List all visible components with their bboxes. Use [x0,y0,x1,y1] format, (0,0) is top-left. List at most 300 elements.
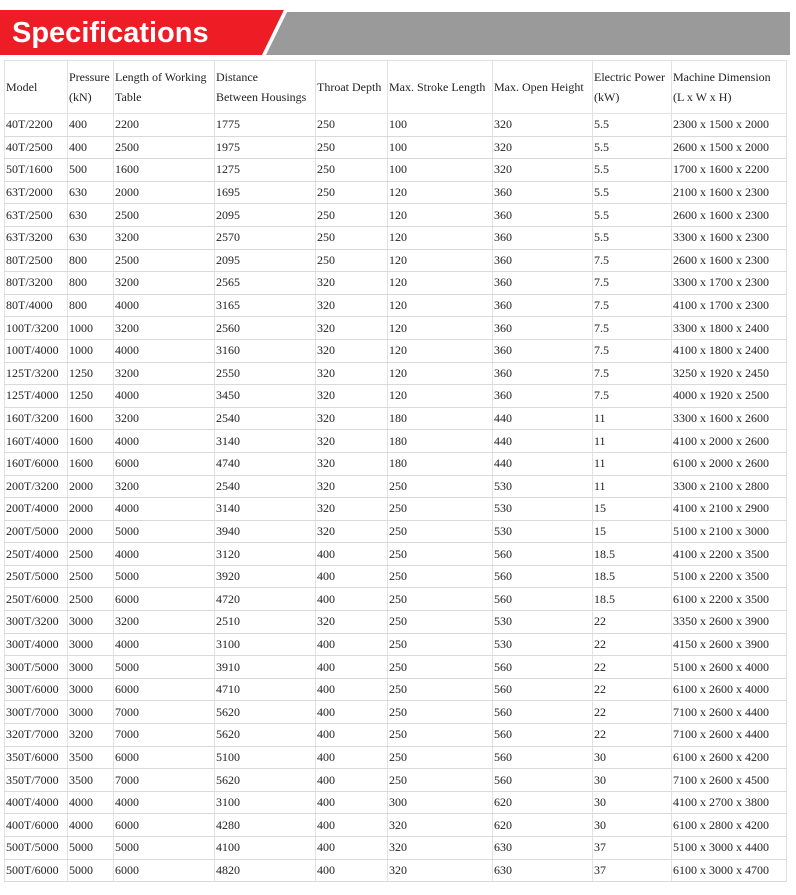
table-cell: 560 [493,543,593,566]
table-cell: 120 [388,272,493,295]
column-header [5,61,68,114]
table-row [5,611,787,634]
table-cell: 100 [388,114,493,137]
table-cell: 630 [493,859,593,882]
table-cell: 3200 [114,362,215,385]
table-cell: 30 [593,769,672,792]
table-cell: 360 [493,204,593,227]
table-cell: 320 [388,837,493,860]
table-cell: 400T/4000 [5,791,68,814]
table-cell: 3910 [215,656,316,679]
table-cell: 2540 [215,475,316,498]
table-row [5,430,787,453]
table-cell: 4100 [215,837,316,860]
column-header [672,61,787,114]
table-cell: 350T/6000 [5,746,68,769]
table-cell: 6000 [114,588,215,611]
table-cell: 2600 x 1600 x 2300 [672,204,787,227]
table-cell: 320 [493,159,593,182]
table-row [5,543,787,566]
table-cell: 3140 [215,430,316,453]
table-cell: 320 [316,317,388,340]
table-cell: 3300 x 1700 x 2300 [672,272,787,295]
table-cell: 250 [388,633,493,656]
table-row [5,678,787,701]
table-cell: 4000 [114,498,215,521]
table-cell: 320 [316,452,388,475]
table-cell: 4000 [114,294,215,317]
table-header [5,61,787,114]
table-cell: 18.5 [593,565,672,588]
table-cell: 250T/6000 [5,588,68,611]
table-cell: 3450 [215,385,316,408]
table-cell: 1250 [68,385,114,408]
table-cell: 1600 [68,407,114,430]
table-cell: 1600 [68,452,114,475]
table-cell: 5000 [68,837,114,860]
table-cell: 400 [316,724,388,747]
table-cell: 2500 [68,543,114,566]
table-cell: 37 [593,859,672,882]
table-cell: 5100 x 2200 x 3500 [672,565,787,588]
table-cell: 2095 [215,204,316,227]
table-cell: 4000 [114,791,215,814]
table-cell: 2200 [114,114,215,137]
table-row [5,317,787,340]
table-cell: 620 [493,814,593,837]
table-cell: 7100 x 2600 x 4500 [672,769,787,792]
table-cell: 18.5 [593,543,672,566]
table-cell: 4100 x 1700 x 2300 [672,294,787,317]
table-cell: 4100 x 2200 x 3500 [672,543,787,566]
table-cell: 250 [316,249,388,272]
table-cell: 400 [316,701,388,724]
table-cell: 320 [316,385,388,408]
table-cell: 5000 [114,656,215,679]
table-cell: 100 [388,159,493,182]
table-cell: 300T/6000 [5,678,68,701]
table-cell: 250 [316,204,388,227]
table-cell: 160T/6000 [5,452,68,475]
table-cell: 320 [388,859,493,882]
table-row [5,136,787,159]
table-cell: 11 [593,475,672,498]
table-cell: 3000 [68,678,114,701]
table-cell: 50T/1600 [5,159,68,182]
table-cell: 100 [388,136,493,159]
table-cell: 3940 [215,520,316,543]
table-cell: 530 [493,498,593,521]
table-cell: 350T/7000 [5,769,68,792]
table-cell: 6100 x 2000 x 2600 [672,452,787,475]
table-cell: 5000 [114,565,215,588]
table-cell: 3500 [68,746,114,769]
table-cell: 3160 [215,339,316,362]
table-cell: 630 [68,226,114,249]
column-header [493,61,593,114]
table-cell: 3300 x 1600 x 2600 [672,407,787,430]
banner-gray-bar [232,12,790,55]
table-cell: 400 [316,543,388,566]
column-header [114,61,215,114]
table-cell: 125T/4000 [5,385,68,408]
table-cell: 360 [493,226,593,249]
table-cell: 3200 [114,317,215,340]
table-row [5,814,787,837]
table-cell: 3100 [215,633,316,656]
table-cell: 530 [493,475,593,498]
table-cell: 6100 x 2200 x 3500 [672,588,787,611]
table-cell: 4000 [114,385,215,408]
table-cell: 5.5 [593,159,672,182]
table-cell: 6100 x 2600 x 4200 [672,746,787,769]
table-cell: 7.5 [593,339,672,362]
table-cell: 22 [593,656,672,679]
table-cell: 250 [316,226,388,249]
table-cell: 22 [593,611,672,634]
table-cell: 15 [593,498,672,521]
table-cell: 7.5 [593,317,672,340]
table-cell: 4710 [215,678,316,701]
table-cell: 250 [388,724,493,747]
table-row [5,724,787,747]
table-cell: 250 [388,746,493,769]
table-cell: 250T/4000 [5,543,68,566]
table-cell: 22 [593,678,672,701]
table-cell: 15 [593,520,672,543]
table-cell: 1695 [215,181,316,204]
table-cell: 100T/4000 [5,339,68,362]
table-cell: 200T/5000 [5,520,68,543]
table-cell: 4000 [114,430,215,453]
table-cell: 320 [493,114,593,137]
table-cell: 100T/3200 [5,317,68,340]
table-cell: 120 [388,204,493,227]
table-cell: 180 [388,452,493,475]
table-cell: 5100 [215,746,316,769]
table-cell: 250 [388,475,493,498]
specifications-banner [0,10,790,55]
table-cell: 2500 [68,565,114,588]
table-cell: 3000 [68,656,114,679]
table-cell: 400 [316,678,388,701]
column-header-line: Throat Depth [317,80,382,94]
table-cell: 4280 [215,814,316,837]
table-cell: 250 [316,181,388,204]
table-cell: 37 [593,837,672,860]
table-row [5,565,787,588]
table-cell: 2540 [215,407,316,430]
table-cell: 400 [316,791,388,814]
table-cell: 320 [493,136,593,159]
table-cell: 630 [68,204,114,227]
table-cell: 560 [493,588,593,611]
table-cell: 7100 x 2600 x 4400 [672,724,787,747]
table-cell: 1975 [215,136,316,159]
table-cell: 4720 [215,588,316,611]
column-header-line: Table [115,90,142,104]
table-cell: 4100 x 2700 x 3800 [672,791,787,814]
table-cell: 22 [593,701,672,724]
table-row [5,181,787,204]
table-cell: 250 [388,769,493,792]
table-row [5,226,787,249]
table-cell: 180 [388,407,493,430]
table-cell: 22 [593,633,672,656]
column-header-line: Model [6,80,38,94]
table-cell: 5100 x 2600 x 4000 [672,656,787,679]
table-cell: 400 [316,837,388,860]
table-cell: 3200 [114,226,215,249]
table-cell: 250 [388,565,493,588]
table-row [5,385,787,408]
table-cell: 3200 [68,724,114,747]
table-cell: 4000 [114,339,215,362]
table-cell: 320 [316,498,388,521]
table-cell: 560 [493,769,593,792]
table-cell: 4150 x 2600 x 3900 [672,633,787,656]
table-cell: 7000 [114,701,215,724]
table-cell: 630 [493,837,593,860]
table-cell: 2100 x 1600 x 2300 [672,181,787,204]
table-cell: 160T/3200 [5,407,68,430]
table-cell: 5.5 [593,114,672,137]
table-cell: 250 [316,136,388,159]
table-row [5,588,787,611]
table-cell: 250 [388,611,493,634]
table-cell: 2565 [215,272,316,295]
table-cell: 11 [593,430,672,453]
table-cell: 5000 [68,859,114,882]
table-cell: 560 [493,565,593,588]
table-cell: 11 [593,452,672,475]
table-cell: 30 [593,814,672,837]
table-cell: 250 [388,520,493,543]
table-cell: 400 [316,769,388,792]
table-cell: 5620 [215,724,316,747]
table-cell: 7.5 [593,362,672,385]
table-cell: 500T/5000 [5,837,68,860]
table-cell: 3300 x 1800 x 2400 [672,317,787,340]
table-cell: 7.5 [593,385,672,408]
table-cell: 3200 [114,475,215,498]
table-row [5,859,787,882]
table-cell: 1700 x 1600 x 2200 [672,159,787,182]
table-cell: 80T/2500 [5,249,68,272]
table-cell: 300T/5000 [5,656,68,679]
table-cell: 250 [388,678,493,701]
table-cell: 4000 [68,814,114,837]
table-cell: 3165 [215,294,316,317]
table-cell: 400 [316,633,388,656]
table-cell: 360 [493,294,593,317]
table-cell: 440 [493,430,593,453]
table-cell: 320 [316,520,388,543]
table-cell: 120 [388,181,493,204]
table-cell: 63T/2500 [5,204,68,227]
column-header [593,61,672,114]
column-header-line: (L x W x H) [673,90,732,104]
table-cell: 6000 [114,859,215,882]
table-row [5,498,787,521]
table-cell: 4100 x 2100 x 2900 [672,498,787,521]
column-header-line: Between Housings [216,90,307,104]
table-cell: 4000 x 1920 x 2500 [672,385,787,408]
column-header-line: Max. Open Height [494,80,584,94]
table-cell: 400 [316,588,388,611]
table-cell: 2550 [215,362,316,385]
table-cell: 800 [68,249,114,272]
table-cell: 120 [388,385,493,408]
table-cell: 120 [388,294,493,317]
table-cell: 6000 [114,452,215,475]
table-cell: 3200 [114,611,215,634]
column-header [316,61,388,114]
table-cell: 360 [493,181,593,204]
table-cell: 440 [493,407,593,430]
table-cell: 6100 x 2800 x 4200 [672,814,787,837]
table-row [5,791,787,814]
table-cell: 1775 [215,114,316,137]
table-cell: 250 [388,588,493,611]
table-cell: 320 [316,339,388,362]
table-cell: 5.5 [593,226,672,249]
table-cell: 2095 [215,249,316,272]
table-row [5,837,787,860]
column-header-line: Distance [216,70,258,84]
table-cell: 3350 x 2600 x 3900 [672,611,787,634]
page-title: Specifications [12,17,209,49]
table-cell: 2510 [215,611,316,634]
table-cell: 2500 [114,249,215,272]
table-cell: 200T/4000 [5,498,68,521]
table-cell: 63T/2000 [5,181,68,204]
table-cell: 320 [316,475,388,498]
table-cell: 2000 [68,475,114,498]
table-cell: 800 [68,272,114,295]
table-row [5,520,787,543]
table-row [5,204,787,227]
table-row [5,362,787,385]
column-header-line: Machine Dimension [673,70,771,84]
table-cell: 4100 x 1800 x 2400 [672,339,787,362]
table-cell: 4000 [114,633,215,656]
table-row [5,769,787,792]
table-cell: 2570 [215,226,316,249]
table-cell: 7000 [114,724,215,747]
table-cell: 320 [316,430,388,453]
table-row [5,701,787,724]
table-cell: 5000 [114,837,215,860]
table-row [5,294,787,317]
table-cell: 40T/2200 [5,114,68,137]
table-row [5,114,787,137]
table-cell: 180 [388,430,493,453]
table-cell: 30 [593,746,672,769]
table-cell: 3100 [215,791,316,814]
table-cell: 630 [68,181,114,204]
table-cell: 7.5 [593,294,672,317]
table-cell: 620 [493,791,593,814]
table-cell: 300T/7000 [5,701,68,724]
table-cell: 7000 [114,769,215,792]
table-cell: 4820 [215,859,316,882]
table-cell: 7100 x 2600 x 4400 [672,701,787,724]
table-cell: 250 [388,543,493,566]
column-header-line: (kN) [69,90,92,104]
table-cell: 3140 [215,498,316,521]
table-cell: 6100 x 2600 x 4000 [672,678,787,701]
table-cell: 30 [593,791,672,814]
column-header [388,61,493,114]
table-cell: 6100 x 3000 x 4700 [672,859,787,882]
table-cell: 80T/4000 [5,294,68,317]
table-cell: 320T/7000 [5,724,68,747]
table-cell: 300T/4000 [5,633,68,656]
column-header [68,61,114,114]
table-cell: 6000 [114,678,215,701]
table-cell: 560 [493,678,593,701]
table-cell: 2560 [215,317,316,340]
table-cell: 2000 [68,520,114,543]
table-cell: 500T/6000 [5,859,68,882]
table-cell: 2500 [68,588,114,611]
table-cell: 5.5 [593,181,672,204]
table-row [5,407,787,430]
table-cell: 250 [316,159,388,182]
table-cell: 1600 [68,430,114,453]
table-cell: 320 [316,294,388,317]
table-cell: 400 [316,746,388,769]
table-cell: 400 [316,656,388,679]
table-cell: 400 [316,565,388,588]
table-cell: 400 [316,859,388,882]
table-cell: 63T/3200 [5,226,68,249]
table-cell: 4000 [114,543,215,566]
table-cell: 120 [388,362,493,385]
column-header-line: (kW) [594,90,620,104]
table-cell: 3120 [215,543,316,566]
table-cell: 400 [316,814,388,837]
table-cell: 80T/3200 [5,272,68,295]
table-cell: 2000 [114,181,215,204]
table-cell: 5100 x 2100 x 3000 [672,520,787,543]
column-header [215,61,316,114]
table-cell: 2500 [114,136,215,159]
table-cell: 300 [388,791,493,814]
table-cell: 5620 [215,701,316,724]
table-cell: 360 [493,385,593,408]
table-cell: 250 [316,114,388,137]
table-cell: 360 [493,317,593,340]
table-cell: 11 [593,407,672,430]
table-cell: 2600 x 1500 x 2000 [672,136,787,159]
table-cell: 1275 [215,159,316,182]
table-cell: 3200 [114,407,215,430]
table-row [5,249,787,272]
table-cell: 1250 [68,362,114,385]
table-cell: 1000 [68,317,114,340]
table-cell: 320 [316,272,388,295]
table-cell: 6000 [114,746,215,769]
table-row [5,633,787,656]
table-cell: 120 [388,226,493,249]
table-cell: 7.5 [593,272,672,295]
table-cell: 560 [493,724,593,747]
table-cell: 4100 x 2000 x 2600 [672,430,787,453]
table-cell: 360 [493,362,593,385]
table-cell: 3250 x 1920 x 2450 [672,362,787,385]
